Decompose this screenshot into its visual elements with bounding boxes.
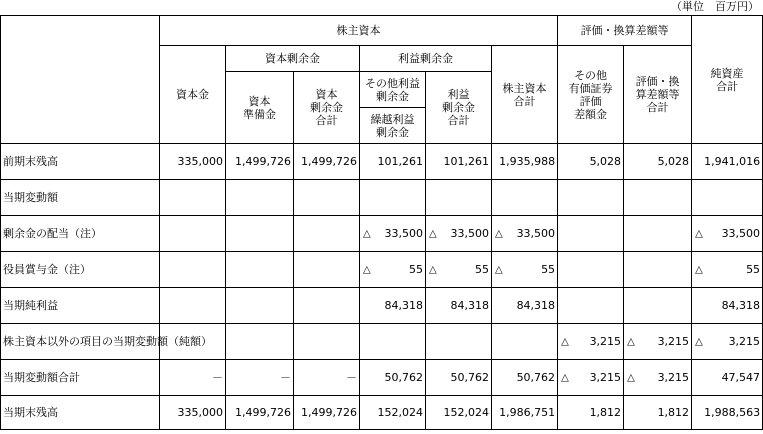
row-label: 当期末残高: [1, 396, 160, 430]
table-row: [1, 360, 763, 396]
cell: [692, 360, 763, 396]
cell-value: 50,762: [450, 371, 489, 384]
cell: [226, 324, 294, 360]
cell-value: 55: [475, 263, 489, 276]
cell-value: －: [346, 371, 357, 384]
header-securities-valuation: その他 有価証券 評価 差額金: [558, 46, 624, 144]
header-retained-earnings-brought-forward: 繰越利益 剰余金: [360, 108, 426, 144]
negative-marker: △: [363, 228, 371, 239]
unit-label: （単位 百万円）: [671, 0, 759, 13]
cell: [294, 252, 360, 288]
cell: [692, 396, 763, 430]
cell: [426, 144, 492, 180]
cell: [160, 396, 226, 430]
table-row: [1, 288, 763, 324]
table-row: [1, 216, 763, 252]
cell: [226, 360, 294, 396]
cell: [426, 324, 492, 360]
cell-value: 33,500: [516, 227, 556, 240]
cell: [360, 360, 426, 396]
negative-marker: △: [495, 228, 503, 239]
cell: [360, 180, 426, 216]
cell-value: 3,215: [657, 371, 690, 384]
cell-value: 84,318: [516, 299, 556, 312]
cell: [492, 396, 558, 430]
cell-value: 1,499,726: [235, 406, 291, 419]
cell: [692, 288, 763, 324]
cell: [558, 216, 624, 252]
row-label: 株主資本以外の項目の当期変動額（純額）: [1, 324, 160, 360]
cell: [492, 360, 558, 396]
cell-value: 55: [541, 263, 556, 276]
header-legal-capital-surplus: 資本 準備金: [226, 72, 294, 144]
header-capital-surplus: 資本剰余金: [226, 46, 360, 72]
cell: [692, 324, 763, 360]
cell: [160, 180, 226, 216]
cell: [624, 288, 692, 324]
cell: [160, 252, 226, 288]
cell-value: 47,547: [721, 371, 761, 384]
row-label: 当期変動額合計: [1, 360, 160, 396]
table-row: [1, 180, 763, 216]
row-label: 役員賞与金（注）: [1, 252, 160, 288]
cell-value: 335,000: [177, 155, 223, 168]
cell-value: 1,988,563: [704, 406, 761, 419]
cell: [492, 144, 558, 180]
cell: [294, 216, 360, 252]
header-total-shareholders-equity: 株主資本 合計: [492, 46, 558, 144]
cell-value: 335,000: [177, 406, 223, 419]
cell-value: 5,028: [589, 155, 622, 168]
cell-value: 33,500: [721, 227, 761, 240]
cell: [360, 324, 426, 360]
cell-value: －: [212, 371, 223, 384]
cell: [492, 324, 558, 360]
cell: [360, 216, 426, 252]
cell: [426, 216, 492, 252]
cell: [226, 252, 294, 288]
header-net-assets: 純資産 合計: [692, 16, 763, 144]
cell: [624, 180, 692, 216]
cell: [692, 144, 763, 180]
cell-value: 84,318: [450, 299, 489, 312]
cell: [426, 252, 492, 288]
cell-value: 1,941,016: [704, 155, 761, 168]
negative-marker: △: [429, 228, 437, 239]
cell-value: 1,499,726: [301, 155, 357, 168]
cell: [294, 396, 360, 430]
negative-marker: △: [695, 228, 703, 239]
table-row: [1, 396, 763, 430]
negative-marker: △: [495, 264, 503, 275]
header-retained-earnings: 利益剰余金: [360, 46, 492, 72]
cell-value: 50,762: [516, 371, 556, 384]
cell-value: 1,812: [589, 406, 622, 419]
cell: [492, 216, 558, 252]
cell-value: 84,318: [721, 299, 761, 312]
cell-value: 33,500: [384, 227, 423, 240]
cell: [294, 324, 360, 360]
cell: [692, 252, 763, 288]
header-total-capital-surplus: 資本 剰余金 合計: [294, 72, 360, 144]
cell: [294, 360, 360, 396]
cell-value: 55: [746, 263, 761, 276]
cell: [160, 288, 226, 324]
negative-marker: △: [561, 336, 569, 347]
cell-value: 55: [409, 263, 423, 276]
cell: [294, 180, 360, 216]
cell-value: 3,215: [589, 335, 622, 348]
cell-value: 101,261: [377, 155, 423, 168]
row-label: 前期末残高: [1, 144, 160, 180]
cell: [426, 360, 492, 396]
cell: [294, 288, 360, 324]
row-label: 当期変動額: [1, 180, 160, 216]
cell-value: 3,215: [728, 335, 761, 348]
cell: [426, 180, 492, 216]
cell: [160, 360, 226, 396]
cell: [492, 288, 558, 324]
cell: [160, 324, 226, 360]
cell: [492, 252, 558, 288]
cell: [492, 180, 558, 216]
table-row: [1, 144, 763, 180]
negative-marker: △: [429, 264, 437, 275]
statement-table: [0, 15, 763, 430]
cell: [294, 144, 360, 180]
cell: [360, 252, 426, 288]
header-total-valuation: 評価・換 算差額等 合計: [624, 46, 692, 144]
cell: [360, 396, 426, 430]
cell: [558, 180, 624, 216]
cell-value: 152,024: [377, 406, 423, 419]
header-blank: [1, 16, 160, 144]
header-valuation: 評価・換算差額等: [558, 16, 692, 46]
row-label: 当期純利益: [1, 288, 160, 324]
cell-value: －: [280, 371, 291, 384]
cell-value: 1,499,726: [235, 155, 291, 168]
negative-marker: △: [561, 372, 569, 383]
row-label: 剰余金の配当（注）: [1, 216, 160, 252]
cell: [558, 324, 624, 360]
cell: [226, 396, 294, 430]
cell-value: 152,024: [443, 406, 489, 419]
negative-marker: △: [627, 372, 635, 383]
negative-marker: △: [627, 336, 635, 347]
cell: [226, 216, 294, 252]
cell-value: 3,215: [589, 371, 622, 384]
cell: [624, 360, 692, 396]
cell: [558, 144, 624, 180]
cell-value: 5,028: [657, 155, 690, 168]
cell: [558, 252, 624, 288]
cell: [624, 324, 692, 360]
cell-value: 1,935,988: [499, 155, 556, 168]
table-row: [1, 324, 763, 360]
cell: [624, 252, 692, 288]
cell: [558, 360, 624, 396]
cell: [226, 288, 294, 324]
header-other-retained-earnings: その他利益 剰余金: [360, 72, 426, 108]
cell: [226, 180, 294, 216]
cell-value: 50,762: [384, 371, 423, 384]
cell-value: 84,318: [384, 299, 423, 312]
cell: [360, 288, 426, 324]
cell: [426, 288, 492, 324]
header-total-retained-earnings: 利益 剰余金 合計: [426, 72, 492, 144]
header-shareholders-equity: 株主資本: [160, 16, 558, 46]
cell: [624, 216, 692, 252]
negative-marker: △: [363, 264, 371, 275]
cell: [692, 216, 763, 252]
cell-value: 33,500: [450, 227, 489, 240]
table-row: [1, 252, 763, 288]
header-capital-stock: 資本金: [160, 46, 226, 144]
cell: [426, 396, 492, 430]
cell: [624, 396, 692, 430]
cell-value: 1,812: [657, 406, 690, 419]
cell: [624, 144, 692, 180]
negative-marker: △: [695, 264, 703, 275]
cell-value: 101,261: [443, 155, 489, 168]
cell: [226, 144, 294, 180]
cell: [558, 396, 624, 430]
cell-value: 1,499,726: [301, 406, 357, 419]
cell-value: 1,986,751: [499, 406, 556, 419]
cell: [692, 180, 763, 216]
cell: [160, 144, 226, 180]
negative-marker: △: [695, 336, 703, 347]
cell-value: 3,215: [657, 335, 690, 348]
cell: [360, 144, 426, 180]
cell: [558, 288, 624, 324]
cell: [160, 216, 226, 252]
